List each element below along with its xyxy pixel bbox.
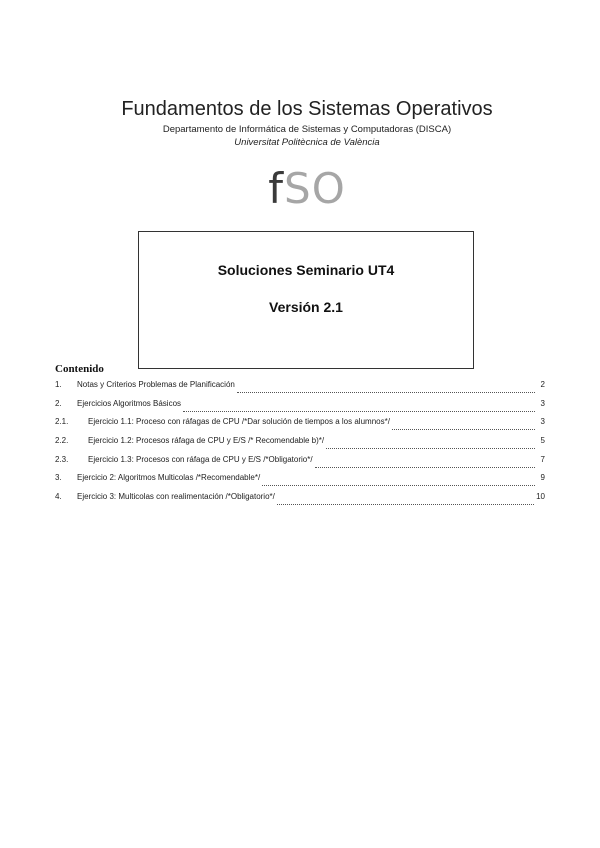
logo-part-so: SO [284,164,346,213]
toc-entry-number: 2.2. [55,436,69,446]
toc-entry-page: 3 [540,398,545,408]
toc-entry-page: 2 [540,380,545,389]
toc-entry-title: Ejercicio 1.3: Procesos con ráfaga de CPU y E/S /*Obligatorio*/ [88,454,313,464]
cover-title: Soluciones Seminario UT4 [217,262,395,278]
toc-heading: Contenido [55,363,104,375]
toc-leader-dots [392,429,535,430]
toc-leader-dots [262,485,535,486]
toc-entry[interactable] [55,455,545,474]
toc-entry[interactable] [55,417,545,436]
toc-entry[interactable] [55,492,545,511]
toc-entry-page: 5 [540,436,545,446]
toc-entry-number: 2.1. [55,417,69,427]
toc-entry-title: Ejercicio 1.1: Proceso con ráfagas de CPU /*Dar solución de tiempos a los alumnos*/ [88,417,390,427]
toc-entry-page: 9 [540,473,545,483]
logo-part-f: f [268,164,285,213]
toc-entry-number: 1. [55,380,62,389]
toc-leader-dots [277,504,534,505]
toc-entry[interactable] [55,436,545,455]
toc-entry-number: 3. [55,473,62,483]
toc-leader-dots [315,467,535,468]
toc-entry-page: 3 [540,417,545,427]
fso-logo [0,164,600,213]
toc-entry-page: 7 [540,454,545,464]
toc-entry-title: Ejercicio 1.2: Procesos ráfaga de CPU y E/S /* Recomendable b)*/ [88,436,325,446]
document-title: Fundamentos de los Sistemas Operativos [121,98,493,120]
toc-entry-number: 2. [55,398,62,408]
toc-leader-dots [183,411,535,412]
toc-entry[interactable] [55,399,545,418]
toc-entry-number: 2.3. [55,454,69,464]
toc-entry-title: Notas y Criterios Problemas de Planificación [77,380,235,389]
university-name: Universitat Politècnica de València [234,137,380,148]
toc-leader-dots [237,392,535,393]
toc-entry-page: 10 [536,492,545,502]
toc-entry[interactable] [55,380,545,399]
toc-entry-title: Ejercicios Algoritmos Básicos [77,398,182,408]
toc-entry[interactable] [55,473,545,492]
toc-entry-title: Ejercicio 3: Multicolas con realimentación /*Obligatorio*/ [77,492,275,502]
table-of-contents [55,380,545,511]
toc-entry-title: Ejercicio 2: Algoritmos Multicolas /*Recomendable*/ [77,473,261,483]
toc-entry-number: 4. [55,492,62,502]
toc-leader-dots [326,448,535,449]
department-name: Departamento de Informática de Sistemas y Computadoras (DISCA) [162,124,452,135]
cover-version: Versión 2.1 [269,299,343,315]
